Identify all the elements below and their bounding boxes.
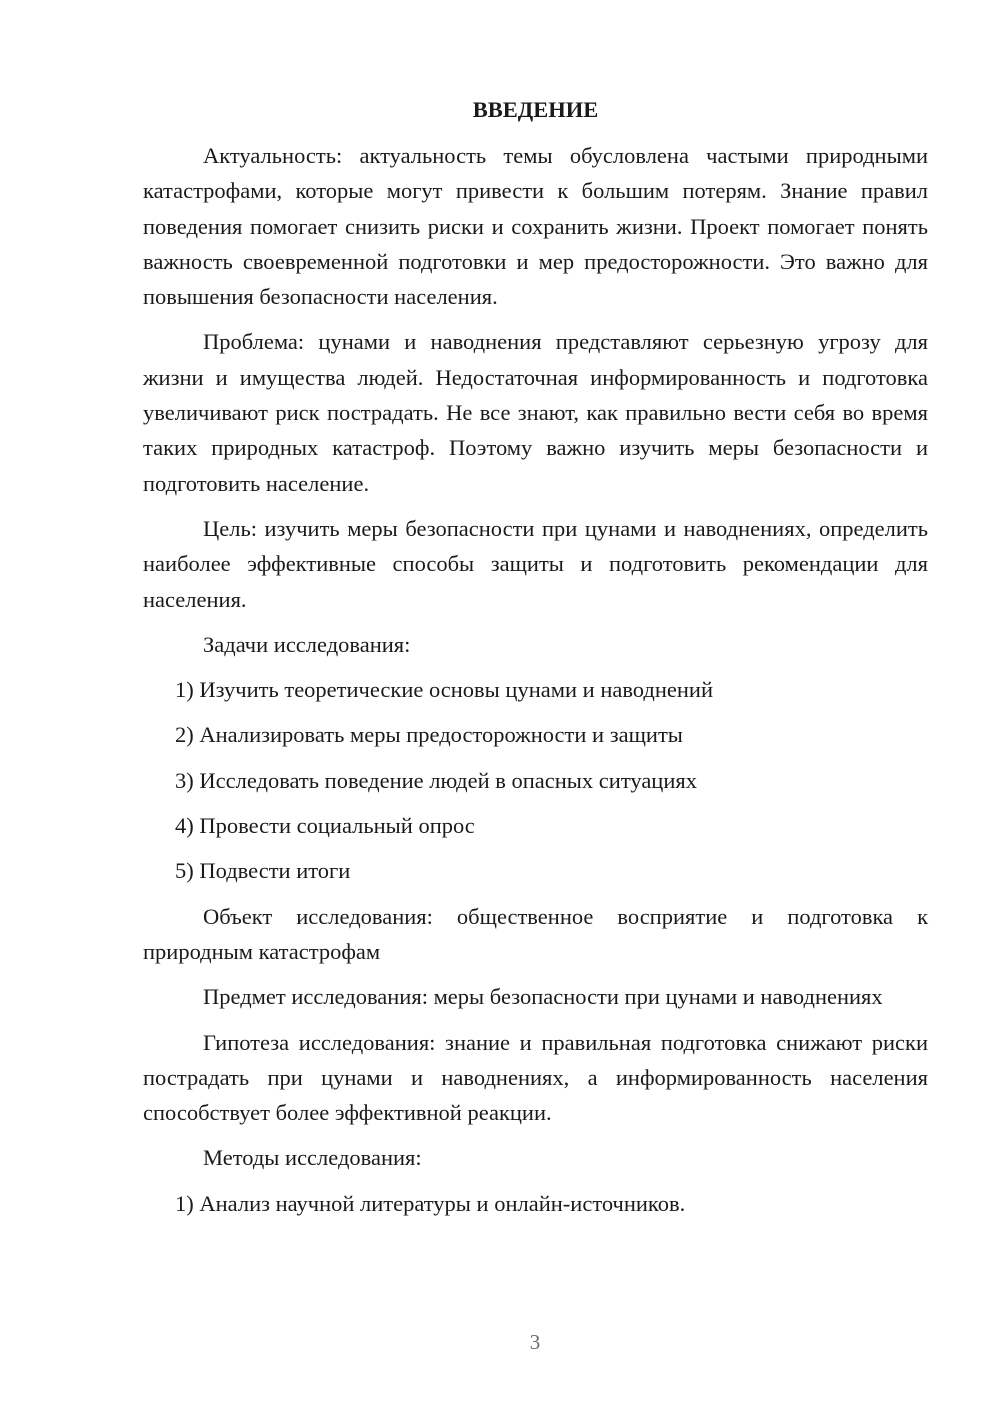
task-item: 2) Анализировать меры предосторожности и защиты [175, 722, 683, 748]
hypothesis-paragraph: Гипотеза исследования: знание и правильная подготовка снижают риски пострадать при цунами и наводнениях, а информированность населения способствует более эффективной реакции. [143, 1029, 928, 1126]
page-content [143, 92, 928, 1231]
page-number: 3 [529, 1330, 541, 1354]
task-item: 3) Исследовать поведение людей в опасных ситуациях [175, 767, 697, 793]
page-title: ВВЕДЕНИЕ [472, 97, 599, 122]
goal-paragraph: Цель: изучить меры безопасности при цунами и наводнениях, определить наиболее эффективные способы защиты и подготовить рекомендации для населения. [143, 515, 928, 612]
subject-paragraph: Предмет исследования: меры безопасности при цунами и наводнениях [203, 984, 883, 1010]
task-item: 1) Изучить теоретические основы цунами и наводнений [175, 677, 714, 703]
problem-paragraph: Проблема: цунами и наводнения представляют серьезную угрозу для жизни и имущества людей. Недостаточная информированность и подготовка увеличивают риск пострадать. Не все знают, как правильно вести себя во время таких природных катастроф. Поэтому важно изучить меры безопасности и подготовить население. [143, 329, 928, 496]
relevance-paragraph: Актуальность: актуальность темы обусловлена частыми природными катастрофами, которые могут привести к большим потерям. Знание правил поведения помогает снизить риски и сохранить жизни. Проект помогает понять важность своевременной подготовки и мер предосторожности. Это важно для повышения безопасности населения. [143, 143, 928, 310]
object-paragraph: Объект исследования: общественное восприятие и подготовка к природным катастрофам [143, 903, 928, 964]
methods-heading: Методы исследования: [203, 1145, 422, 1171]
task-item: 5) Подвести итоги [175, 858, 351, 884]
task-item: 4) Провести социальный опрос [175, 813, 475, 839]
tasks-heading: Задачи исследования: [203, 631, 411, 657]
method-item: 1) Анализ научной литературы и онлайн-источников. [175, 1190, 686, 1216]
